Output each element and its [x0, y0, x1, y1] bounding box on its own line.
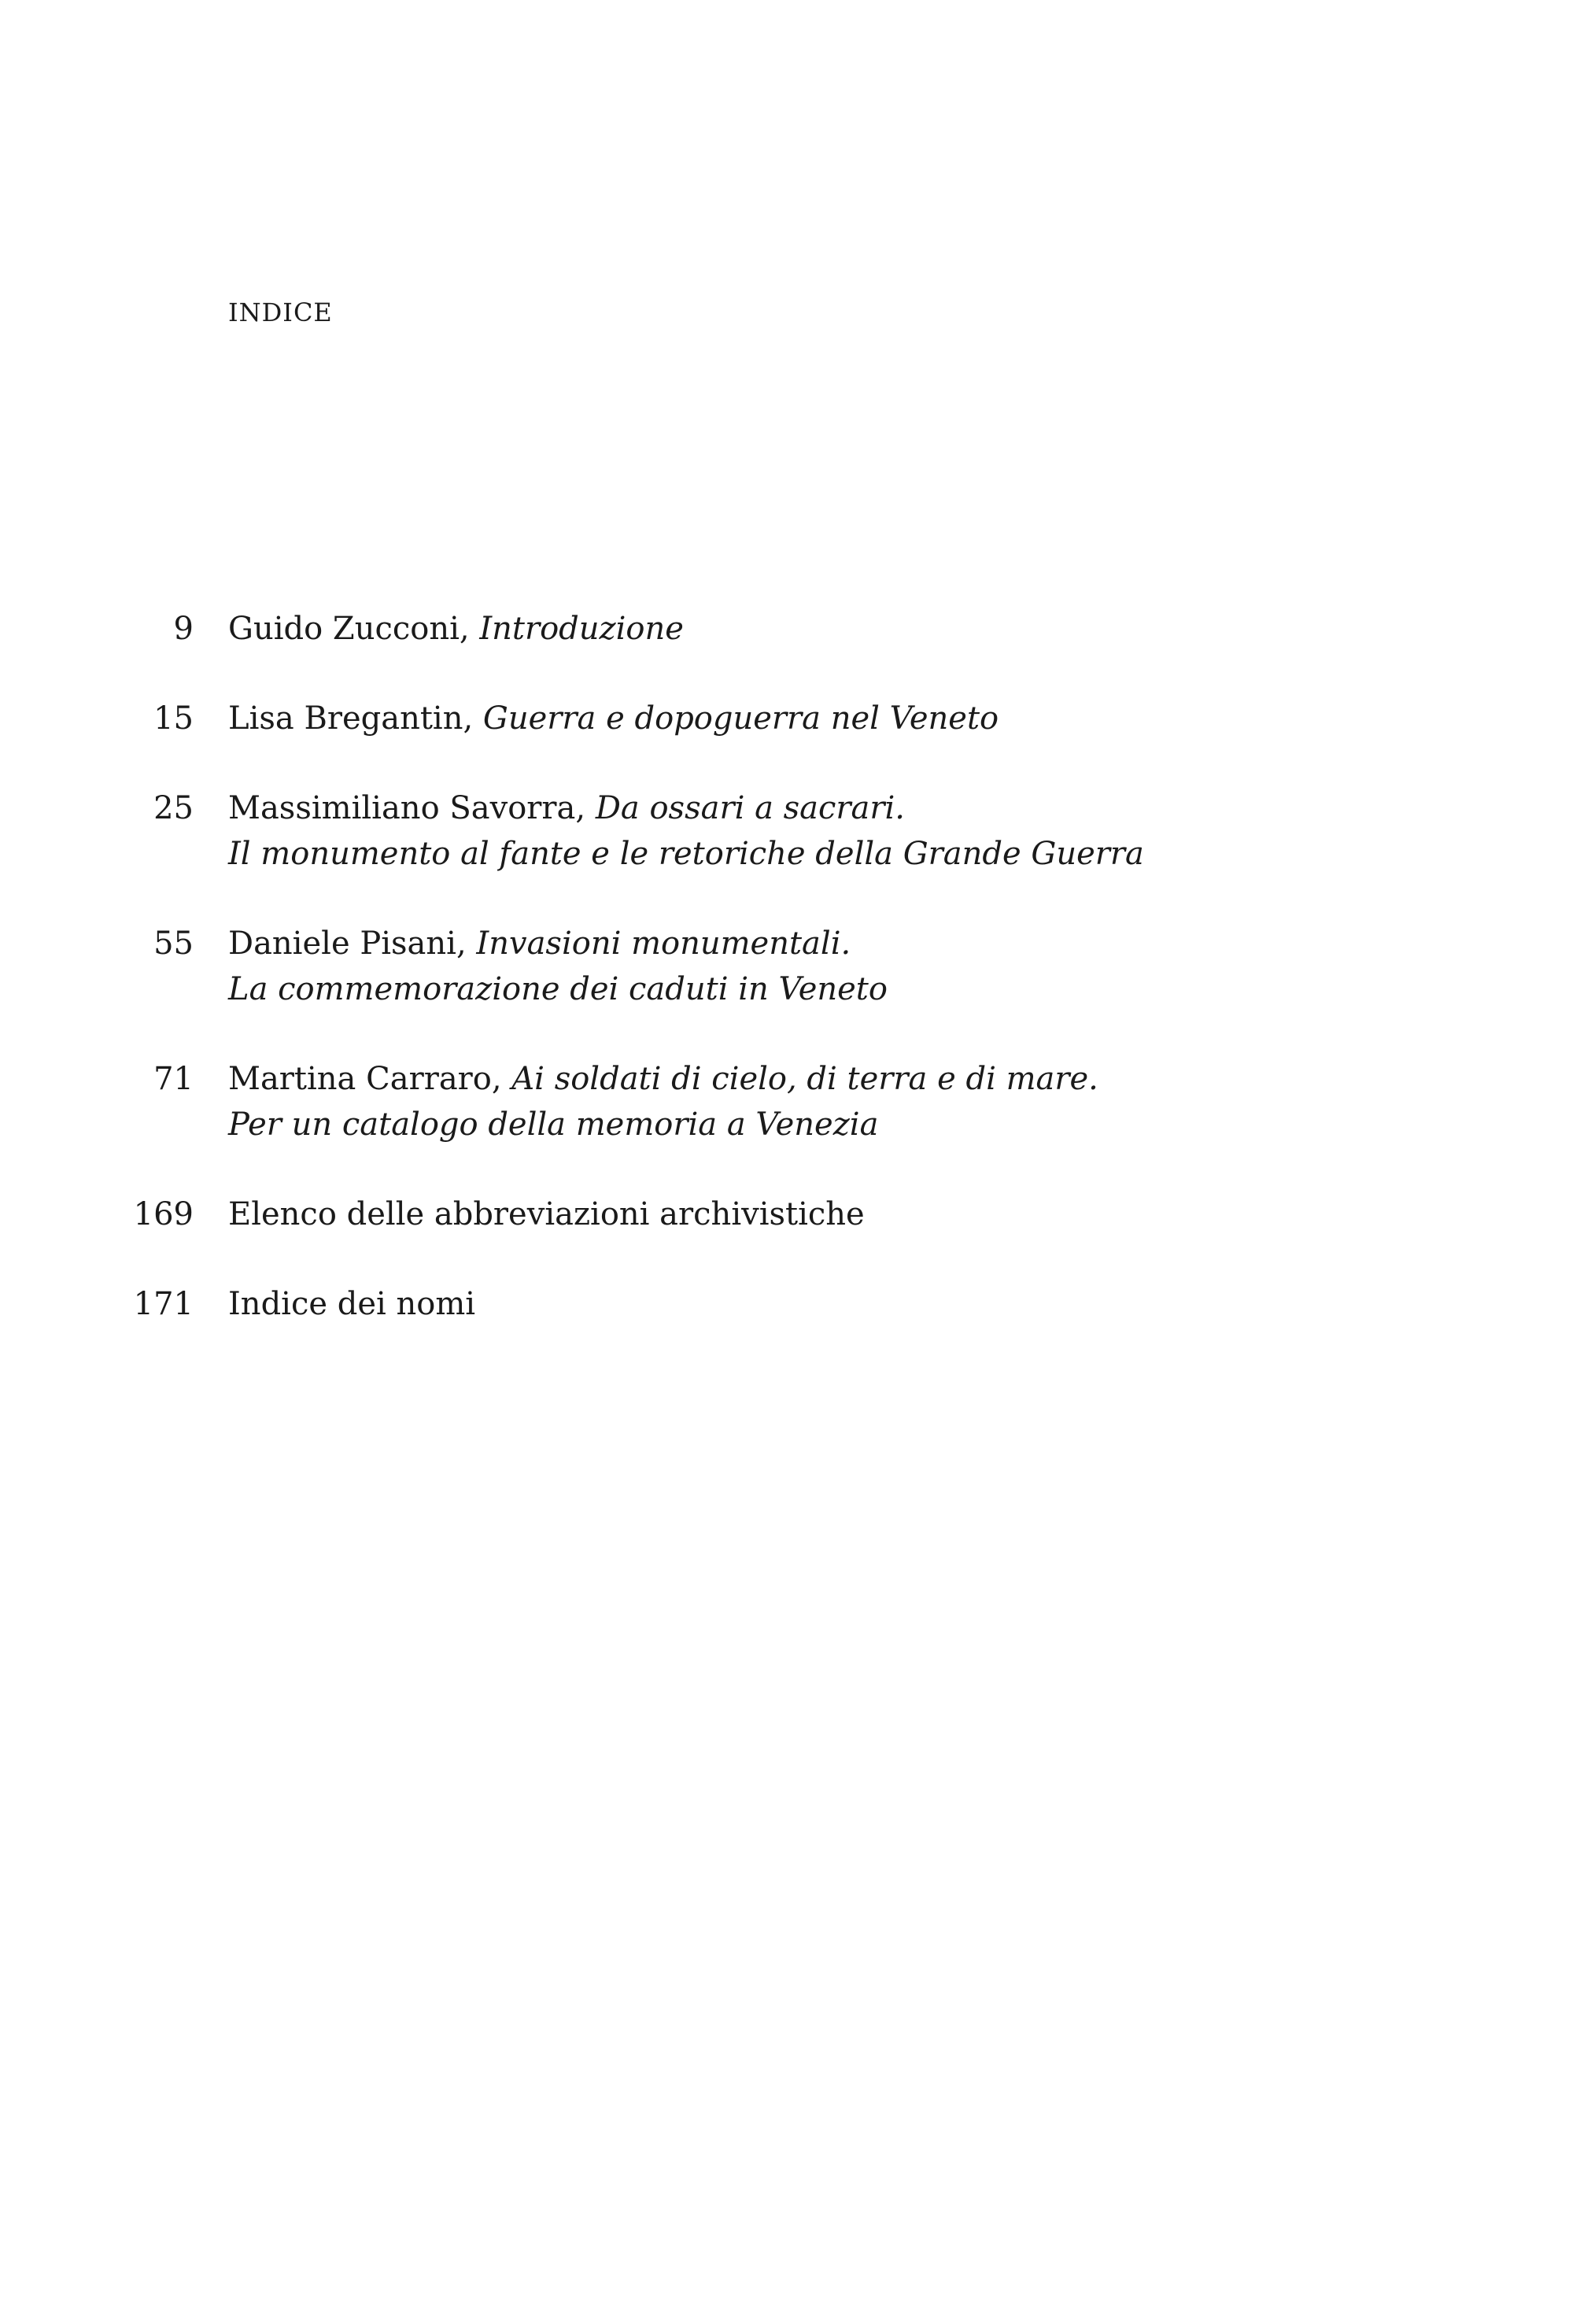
page-title: INDICE [228, 297, 333, 327]
table-of-contents [0, 606, 1580, 1371]
toc-page-number: 169 [133, 1196, 194, 1232]
toc-entry [0, 785, 1580, 877]
toc-entry-text [228, 606, 1408, 652]
toc-author: Martina Carraro, [228, 1061, 502, 1097]
toc-page-number: 55 [153, 926, 194, 962]
toc-entry [0, 606, 1580, 652]
toc-page-number: 15 [153, 700, 194, 737]
toc-title-continuation: Il monumento al fante e le retoriche della Grande Guerra [228, 836, 1144, 872]
toc-page-number: 25 [153, 790, 194, 826]
toc-page-number: 171 [133, 1286, 194, 1322]
toc-title: Introduzione [479, 611, 684, 647]
toc-title: Invasioni monumentali. [476, 926, 851, 962]
toc-title-continuation: Per un catalogo della memoria a Venezia [228, 1107, 879, 1143]
toc-author: Guido Zucconi, [228, 611, 470, 647]
toc-author: Massimiliano Savorra, [228, 790, 586, 826]
toc-entry [0, 1192, 1580, 1237]
toc-title: Guerra e dopoguerra nel Veneto [482, 700, 999, 737]
toc-title: Da ossari a sacrari. [595, 790, 906, 826]
toc-author: Lisa Bregantin, [228, 700, 474, 737]
toc-entry-text [228, 785, 1408, 877]
toc-entry [0, 921, 1580, 1012]
toc-entry [0, 696, 1580, 741]
toc-entry-text [228, 1056, 1408, 1147]
toc-entry [0, 1281, 1580, 1327]
toc-entry-text [228, 921, 1408, 1012]
toc-page-number: 71 [153, 1061, 194, 1097]
toc-entry [0, 1056, 1580, 1147]
toc-entry-text [228, 696, 1408, 741]
toc-page-number: 9 [173, 611, 194, 647]
toc-entry-text: Indice dei nomi [228, 1286, 476, 1322]
toc-title-continuation: La commemorazione dei caduti in Veneto [228, 971, 888, 1007]
toc-title: Ai soldati di cielo, di terra e di mare. [511, 1061, 1098, 1097]
toc-author: Daniele Pisani, [228, 926, 467, 962]
toc-entry-text: Elenco delle abbreviazioni archivistiche [228, 1196, 865, 1232]
